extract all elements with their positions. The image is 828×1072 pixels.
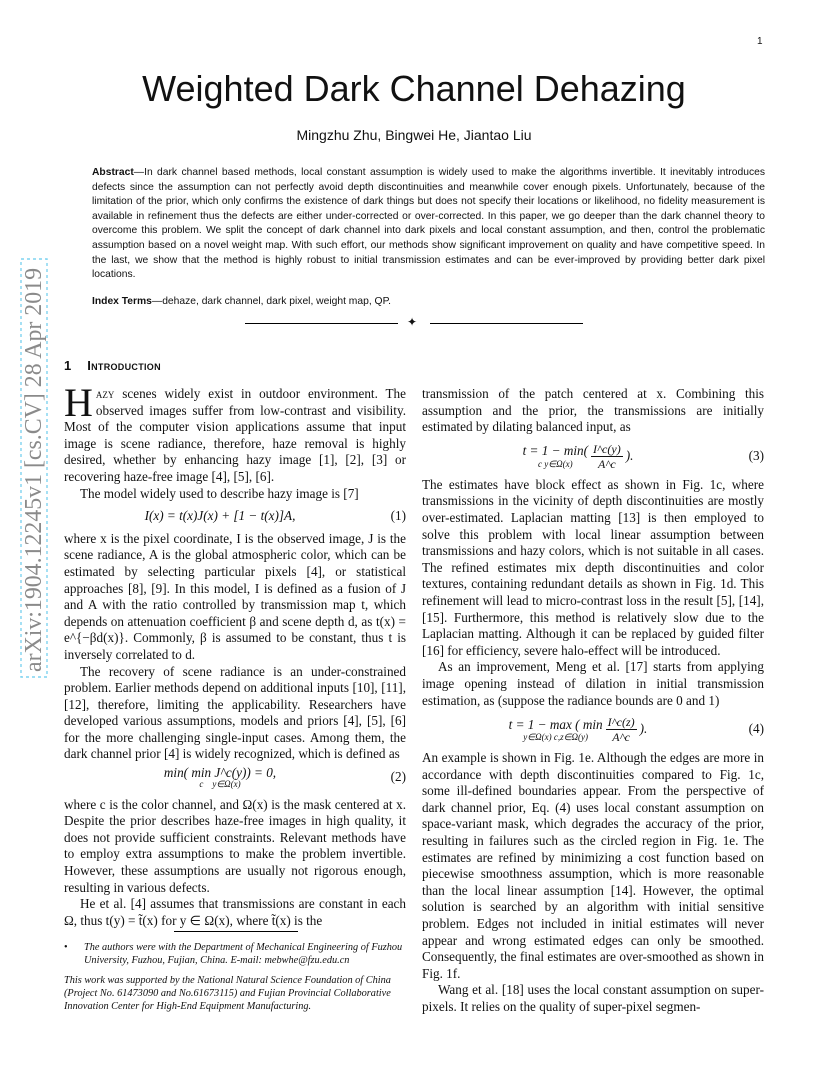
separator-line-right <box>430 323 583 324</box>
equation-subscript: c y∈Ω(x) <box>538 459 573 470</box>
separator-line-left <box>245 323 398 324</box>
equation-subscript-outer: c <box>199 778 204 789</box>
footnote-text: The authors were with the Department of Mechanical Engineering of Fuzhou University, Fuzhou, Fujian, China. E-mail: mebwhe@fzu.edu.cn <box>84 942 403 966</box>
paragraph: The model widely used to describe hazy image is [7] <box>80 485 359 501</box>
paragraph: An example is shown in Fig. 1e. Although the edges are more in accordance with depth discontinuities compared to Fig. 1c, some ill-defined boundaries appear. From the perspective of dark channel prior, Eq. (4) uses local constant assumption on space-variant mask, which degrades the accuracy of the prior, resulting in failures such as the circled region in Fig. 1e. The estimates are refined by minimizing a cost function based on piecewise smoothness assumption, which is more reasonable than the local linear assumption [14]. However, the optimal solution is searched by an algorithm with initial sensitive problem. Edges not included in initial estimates will never appear and wrong estimated edges can only be smoothed. Consequently, the final estimates are over-smoothed as shown in Fig. 1f. <box>422 750 764 981</box>
footnote-affiliation <box>64 941 406 967</box>
index-terms-label: Index Terms <box>92 296 152 307</box>
equation-body <box>422 442 734 471</box>
index-terms-text: —dehaze, dark channel, dark pixel, weight map, QP. <box>151 296 391 307</box>
equation-numerator: I^c(z) <box>607 715 635 730</box>
paragraph: He et al. [4] assumes that transmissions are constant in each Ω, thus t(y) = t̃(x) for y ∈ Ω(x), where t̃(x) is the <box>64 896 406 928</box>
equation-body <box>422 715 734 744</box>
author-list: Mingzhu Zhu, Bingwei He, Jiantao Liu <box>296 127 532 143</box>
equation-4 <box>422 715 764 744</box>
equation-numerator: I^c(y) <box>593 441 621 456</box>
paragraph: transmission of the patch centered at x. Combining this assumption and the prior, the transmissions are initially estimated by dilating balanced input, as <box>422 386 764 435</box>
abstract <box>92 166 765 283</box>
equation-rhs: ). <box>625 447 634 463</box>
dropcap-continuation: azy <box>95 386 115 401</box>
equation-number: (4) <box>748 721 764 737</box>
footnote-funding: This work was supported by the National Natural Science Foundation of China (Project No. 61473090 and No.61673115) and Fujian Provincial Collaborative Innovation Center for High-End Equipment Manufacturing. <box>64 975 391 1012</box>
equation-subscript-inner: y∈Ω(x) <box>212 778 241 789</box>
dropcap-letter: H <box>64 380 93 425</box>
section-heading <box>64 358 161 373</box>
equation-rhs: ). <box>639 721 648 737</box>
equation-body <box>64 765 376 789</box>
equation-denominator: A^c <box>597 456 616 471</box>
arxiv-identifier-stamp <box>20 258 48 678</box>
right-column <box>422 386 764 1016</box>
equation-lhs: t = 1 − max ( min <box>508 716 603 732</box>
paragraph: where c is the color channel, and Ω(x) is the mask centered at x. Despite the prior describes haze-free images in high quality, it does not provide sufficient constraints. Relevant methods have to employ extra assumptions to make the problem invertible. However, these assumptions are usually not rigorous enough, resulting in various defects. <box>64 796 406 895</box>
footnote-bullet: • <box>64 942 68 953</box>
equation-subscript: y∈Ω(x) c,z∈Ω(y) <box>523 732 588 743</box>
paragraph: The recovery of scene radiance is an under-constrained problem. Earlier methods depend on additional inputs [10], [11], [12], therefore, limiting the applicability. Researchers have developed various assumptions, models and priors [4], [5], [6] for the more challenging single-input cases. Among them, the dark channel prior [4] is widely recognized, which is defined as <box>64 663 406 762</box>
paragraph-text: scenes widely exist in outdoor environment. The observed images suffer from low-contrast and visibility. Most of the computer vision applications assume that input image is scene radiance, therefore, haze removal is highly desired, whether by enhancing hazy image [1], [2], [3] or recovering haze-free image [4], [5], [6]. <box>64 386 406 484</box>
paragraph: where x is the pixel coordinate, I is the observed image, J is the scene radiance, A is the global atmospheric color, which can be estimated by selecting particular pixels [4], or statistical approaches [8], [9]. In this model, I is defined as a fusion of J and A with the ratio controlled by transmission map t, which depends on attenuation coefficient β and scene depth d, as t(x) = e^{−βd(x)}. Commonly, β is assumed to be constant, thus t is inversely correlated to d. <box>64 530 406 662</box>
section-number: 1 <box>64 358 72 373</box>
equation-number: (3) <box>748 447 764 463</box>
footnote-rule <box>174 931 298 932</box>
equation-lhs: t = 1 − min( <box>522 443 588 459</box>
equation-2 <box>64 765 406 789</box>
separator-ornament: ✦ <box>407 315 418 329</box>
equation-1 <box>64 508 406 525</box>
equation-3 <box>422 442 764 471</box>
abstract-label: Abstract <box>92 167 134 178</box>
paper-title: Weighted Dark Channel Dehazing <box>142 68 686 109</box>
equation-denominator: A^c <box>612 730 630 745</box>
svg-text:arXiv:1904.12245v1 [cs.CV] 2: arXiv:1904.12245v1 [cs.CV] 28 Apr 2019 <box>21 265 47 672</box>
left-column <box>64 380 406 929</box>
paragraph <box>64 380 406 486</box>
paragraph: The estimates have block effect as shown in Fig. 1c, where transmissions in the vicinity of depth discontinuities are mostly over-estimated. Laplacian matting [13] is then employed to solve this problem with local linear assumption between transmissions and hazy colors, which is not suitable in all cases. The refined estimates mix depth discontinuities and color textures, containing redundant details as shown in Fig. 1d. This refinement will lead to micro-contrast loss in the result [5], [14], [15]. Furthermore, this method is relatively slow due to the Laplacian matting. Although it can be replaced by guided filter [16] for efficiency, severe halo-effect will be introduced. <box>422 476 764 658</box>
paragraph: As an improvement, Meng et al. [17] starts from applying image opening instead of dilation in initial transmission estimation, as (suppose the radiance bounds are 0 and 1) <box>422 659 764 708</box>
section-title: Introduction <box>87 358 161 373</box>
paragraph: Wang et al. [18] uses the local constant assumption on super-pixels. It relies on the quality of super-pixel segmen- <box>422 982 764 1014</box>
equation-number: (1) <box>390 508 406 524</box>
equation-expression: min( min J^c(y)) = 0, <box>163 765 277 781</box>
index-terms <box>92 296 765 307</box>
equation-number: (2) <box>390 768 406 784</box>
abstract-text: —In dark channel based methods, local constant assumption is widely used to make the algorithms invertible. It inevitably introduces defects since the assumption can not perfectly avoid depth discontinuities and meanwhile cover enough pixels. Unfortunately, because of the limitation of the prior, which only confirms the existence of dark things but does not specify their locations or likelihood, no fidelity measurement is available in refinement thus the defects are either under-corrected or over-corrected. In this paper, we go deeper than the dark channel theory to overcome this problem. We split the concept of dark channel into dark pixels and local constant assumption, and then, control the problematic assumption based on a novel weight map. With such effort, our methods show significant improvement on quality and have competitive speed. In the last, we show that the method is highly robust to initial transmission estimates and can be ever-improved by providing better dark pixel locations. <box>92 167 765 281</box>
equation-body: I(x) = t(x)J(x) + [1 − t(x)]A, <box>144 508 296 524</box>
page-number: 1 <box>757 36 763 47</box>
